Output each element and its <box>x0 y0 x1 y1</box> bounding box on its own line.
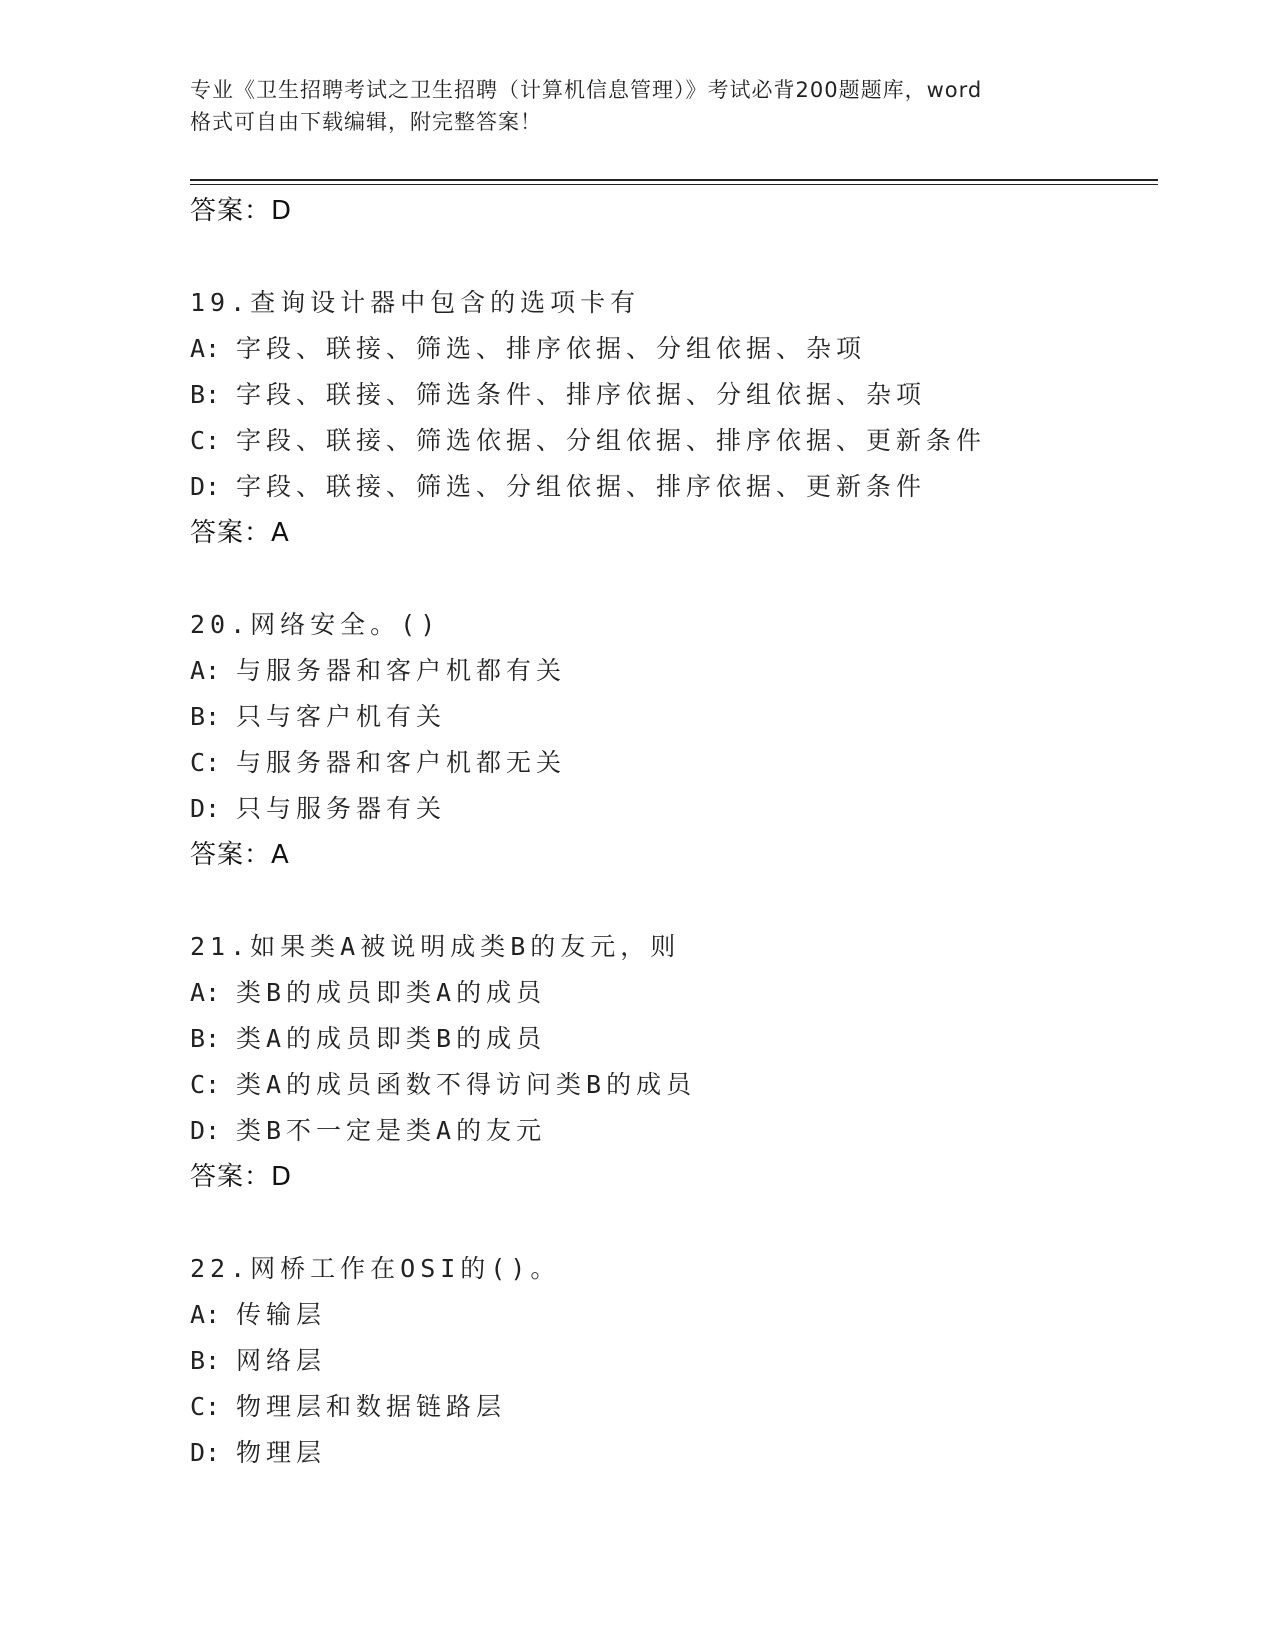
option-a <box>190 648 1158 694</box>
question-20 <box>190 602 1158 878</box>
option-a <box>190 1292 1158 1338</box>
option-text: 字段、联接、筛选、分组依据、排序依据、更新条件 <box>236 472 927 501</box>
question-22 <box>190 1246 1158 1476</box>
answer-line: 答案：D <box>190 196 293 226</box>
option-b <box>190 1016 1158 1062</box>
option-key: D: <box>190 1438 221 1467</box>
answer-line: 答案：A <box>190 840 290 870</box>
option-c <box>190 418 1158 464</box>
option-d <box>190 464 1158 510</box>
option-text: 与服务器和客户机都有关 <box>236 656 567 685</box>
option-text: 类B的成员即类A的成员 <box>236 978 547 1007</box>
option-key: C: <box>190 748 221 777</box>
option-text: 只与服务器有关 <box>236 794 447 823</box>
header-line-1: 专业《卫生招聘考试之卫生招聘（计算机信息管理）》考试必背200题题库，word <box>190 78 983 102</box>
question-list <box>190 188 1158 1476</box>
header-divider-thin <box>190 184 1158 185</box>
option-text: 类A的成员即类B的成员 <box>236 1024 547 1053</box>
option-key: D: <box>190 472 221 501</box>
option-text: 传输层 <box>236 1300 327 1329</box>
option-key: A: <box>190 978 221 1007</box>
option-key: B: <box>190 702 221 731</box>
question-21 <box>190 924 1158 1200</box>
document-header <box>190 74 1090 138</box>
option-b <box>190 1338 1158 1384</box>
option-key: C: <box>190 426 221 455</box>
header-divider-thick <box>190 179 1158 181</box>
option-key: B: <box>190 1024 221 1053</box>
option-text: 类B不一定是类A的友元 <box>236 1116 547 1145</box>
question-stem: 20.网络安全。() <box>190 610 441 639</box>
option-text: 字段、联接、筛选依据、分组依据、排序依据、更新条件 <box>236 426 987 455</box>
option-text: 与服务器和客户机都无关 <box>236 748 567 777</box>
question-stem: 21.如果类A被说明成类B的友元，则 <box>190 932 681 961</box>
option-text: 物理层 <box>236 1438 327 1467</box>
answer-line: 答案：D <box>190 1162 293 1192</box>
question-19 <box>190 280 1158 556</box>
option-d <box>190 1108 1158 1154</box>
option-key: A: <box>190 1300 221 1329</box>
option-text: 字段、联接、筛选条件、排序依据、分组依据、杂项 <box>236 380 927 409</box>
question-stem: 22.网桥工作在OSI的()。 <box>190 1254 561 1283</box>
question-stem: 19.查询设计器中包含的选项卡有 <box>190 288 641 317</box>
option-a <box>190 326 1158 372</box>
option-text: 字段、联接、筛选、排序依据、分组依据、杂项 <box>236 334 867 363</box>
option-d <box>190 786 1158 832</box>
header-line-2: 格式可自由下载编辑，附完整答案！ <box>190 110 542 134</box>
option-c <box>190 1062 1158 1108</box>
option-text: 物理层和数据链路层 <box>236 1392 507 1421</box>
option-key: D: <box>190 794 221 823</box>
option-key: C: <box>190 1392 221 1421</box>
option-key: B: <box>190 380 221 409</box>
option-d <box>190 1430 1158 1476</box>
option-key: A: <box>190 656 221 685</box>
option-text: 类A的成员函数不得访问类B的成员 <box>236 1070 697 1099</box>
option-key: B: <box>190 1346 221 1375</box>
option-text: 只与客户机有关 <box>236 702 447 731</box>
option-b <box>190 694 1158 740</box>
option-key: C: <box>190 1070 221 1099</box>
option-a <box>190 970 1158 1016</box>
option-key: D: <box>190 1116 221 1145</box>
option-c <box>190 740 1158 786</box>
option-b <box>190 372 1158 418</box>
option-c <box>190 1384 1158 1430</box>
option-text: 网络层 <box>236 1346 327 1375</box>
answer-line: 答案：A <box>190 518 290 548</box>
option-key: A: <box>190 334 221 363</box>
